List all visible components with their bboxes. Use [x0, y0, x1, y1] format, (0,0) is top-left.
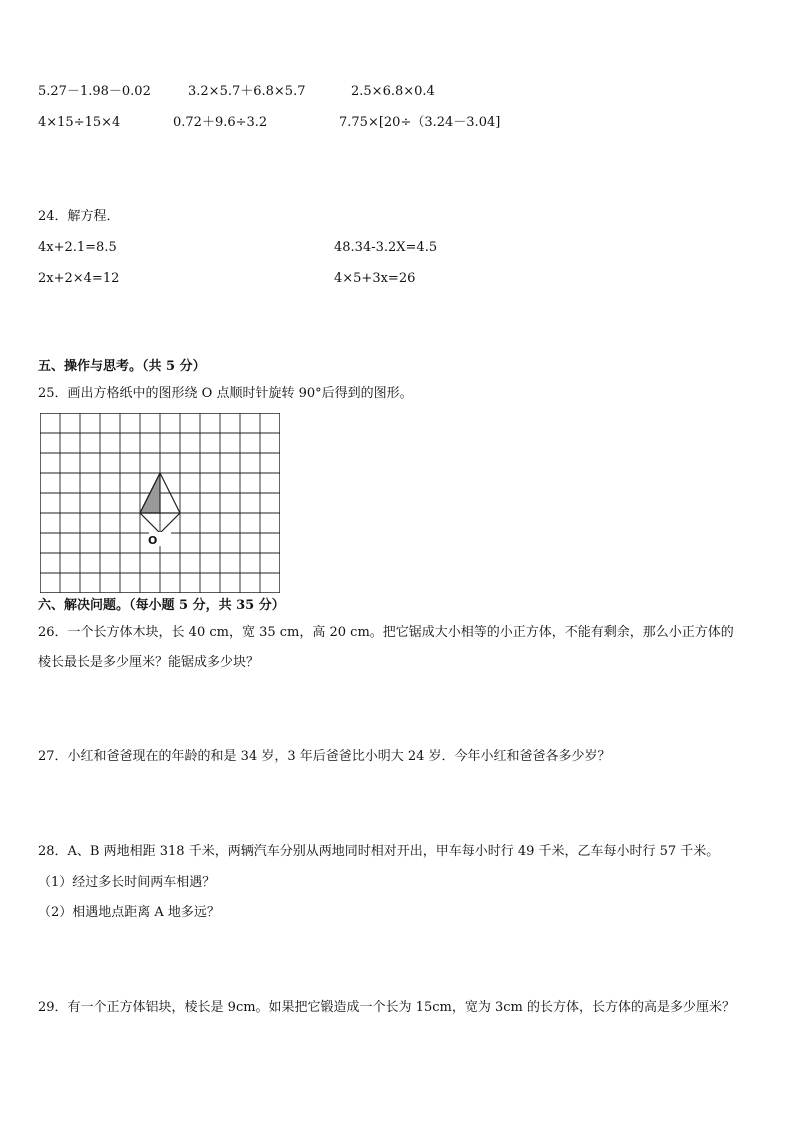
rotation-center-label: O	[148, 534, 158, 547]
q29-text: 29．有一个正方体铝块，棱长是 9cm。如果把它锻造成一个长为 15cm，宽为 3cm 的长方体，长方体的高是多少厘米？	[38, 1000, 735, 1015]
q26-text-line: 棱长最长是多少厘米？能锯成多少块？	[38, 655, 260, 670]
q25-text: 25．画出方格纸中的图形绕 O 点顺时针旋转 90°后得到的图形。	[38, 386, 413, 401]
q28-subquestion: （1）经过多长时间两车相遇？	[38, 875, 216, 890]
calc-expression: 4×15÷15×4	[38, 115, 121, 130]
q24-title: 24．解方程．	[38, 209, 120, 224]
calc-expression: 2.5×6.8×0.4	[351, 84, 435, 99]
equation: 2x+2×4=12	[38, 271, 120, 286]
section-heading: 六、解决问题。（每小题 5 分，共 35 分）	[38, 598, 285, 613]
calc-expression: 3.2×5.7＋6.8×5.7	[188, 84, 306, 99]
equation: 4x+2.1=8.5	[38, 240, 117, 255]
equation: 4×5+3x=26	[334, 271, 416, 286]
q26-text-line: 26．一个长方体木块，长 40 cm，宽 35 cm，高 20 cm。把它锯成大小相等的小正方体，不能有剩余，那么小正方体的	[38, 625, 734, 640]
calc-expression: 0.72＋9.6÷3.2	[173, 115, 268, 130]
calc-expression: 5.27－1.98－0.02	[38, 84, 151, 99]
square-grid-figure	[40, 413, 280, 593]
section-heading: 五、操作与思考。（共 5 分）	[38, 359, 206, 374]
q27-text: 27．小红和爸爸现在的年龄的和是 34 岁，3 年后爸爸比小明大 24 岁．今年小红和爸爸各多少岁？	[38, 749, 611, 764]
q28-subquestion: （2）相遇地点距离 A 地多远？	[38, 905, 220, 920]
calc-expression: 7.75×[20÷（3.24－3.04]	[339, 115, 501, 130]
equation: 48.34-3.2X=4.5	[334, 240, 438, 255]
q28-text: 28．A、B 两地相距 318 千米，两辆汽车分别从两地同时相对开出，甲车每小时行 49 千米，乙车每小时行 57 千米。	[38, 844, 720, 859]
